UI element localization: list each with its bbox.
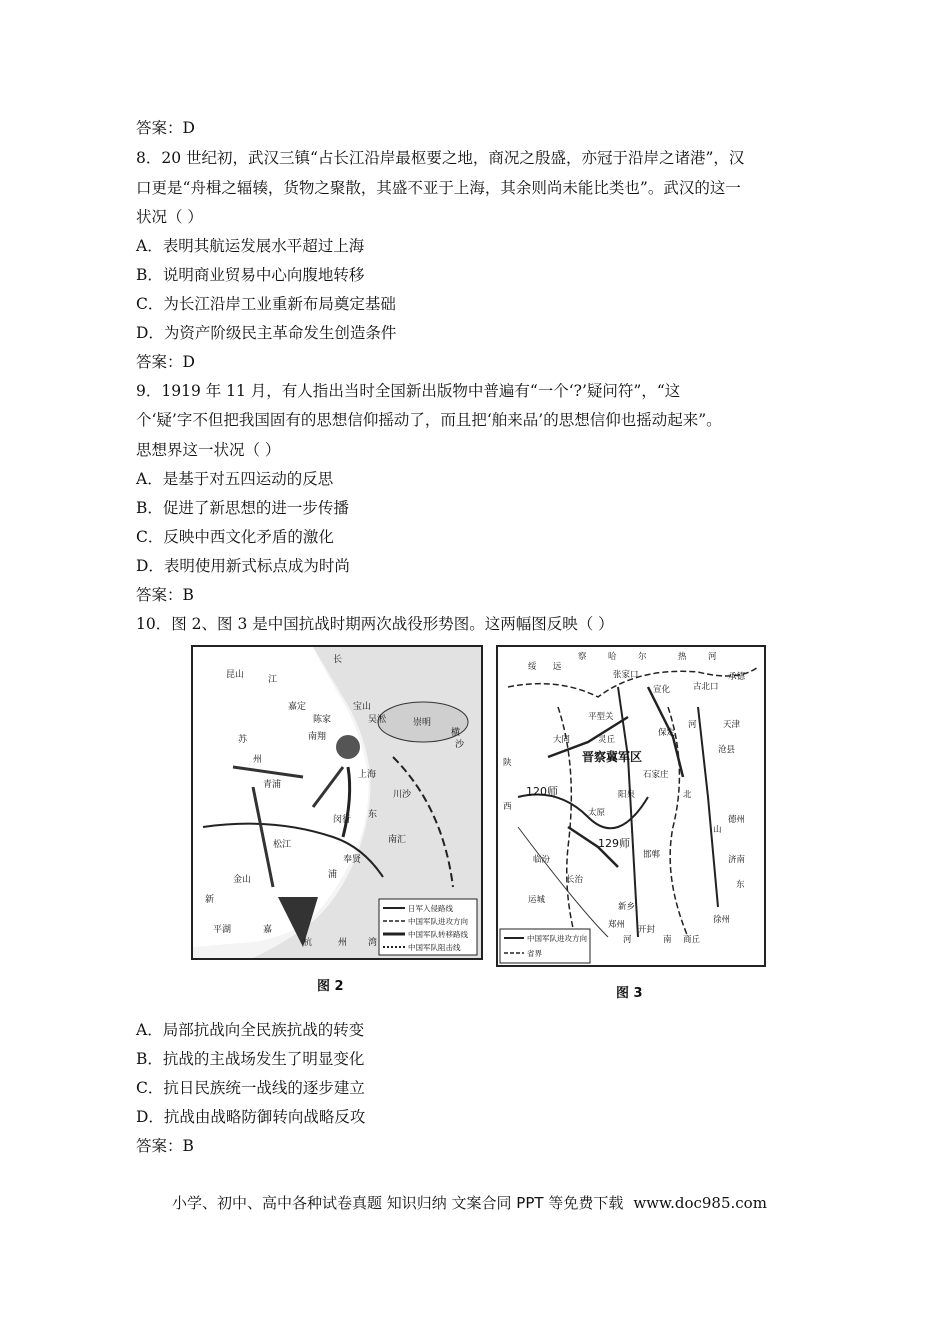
- q10-option-a: A．局部抗战向全民族抗战的转变: [136, 1021, 365, 1039]
- figure-3-caption: 图 3: [616, 986, 643, 1001]
- figure-2-place: 松江: [273, 840, 292, 850]
- q9-option-c: C．反映中西文化矛盾的激化: [136, 528, 334, 546]
- figure-3-division: 129师: [598, 837, 630, 850]
- figure-2-place: 杭: [303, 938, 313, 948]
- figure-3-labels: [503, 651, 746, 945]
- figure-3-place: 远: [553, 662, 562, 672]
- figure-2-place: 苏: [238, 735, 248, 745]
- figure-3-place: 张家口: [613, 670, 639, 680]
- figure-3-place: 绥: [528, 662, 537, 672]
- figure-2-place: 平湖: [213, 925, 232, 935]
- figure-2-place: 新: [205, 895, 215, 905]
- figure-3-map: [496, 645, 766, 967]
- figure-3-place: 河: [708, 652, 717, 662]
- figure-3-division: 120师: [526, 785, 558, 798]
- figure-2-place: 青浦: [263, 780, 282, 790]
- figure-2-place: 东: [368, 810, 378, 820]
- figure-2-place: 浦: [328, 870, 338, 880]
- figure-3-place: 天津: [723, 720, 741, 730]
- figure-3-legend-item: 中国军队进攻方向: [527, 934, 587, 943]
- q8-stem-line-1: 8．20 世纪初，武汉三镇“占长江沿岸最枢要之地，商况之殷盛，亦冠于沿岸之诸港”，汉: [136, 149, 745, 167]
- figure-3-place: 承德: [728, 672, 746, 682]
- q7-answer: 答案：D: [136, 119, 195, 137]
- figure-3-railway: [618, 687, 638, 937]
- q8-stem-line-3: 状况（ ）: [136, 208, 203, 226]
- page-footer: [172, 1192, 767, 1213]
- figure-2-svg: [193, 647, 481, 958]
- figure-2-legend-item: 中国军队进攻方向: [408, 917, 468, 926]
- figure-3-place: 河: [688, 720, 697, 730]
- figure-3-place: 邯郸: [643, 850, 661, 860]
- figure-2-place: 南汇: [388, 835, 407, 845]
- figure-3-place: 西: [503, 802, 512, 812]
- figure-2-place: 闵行: [333, 815, 352, 825]
- figure-3-place: 古北口: [693, 682, 719, 692]
- figure-3-place: 石家庄: [643, 770, 669, 780]
- q8-answer: 答案：D: [136, 353, 195, 371]
- q8-option-b: B．说明商业贸易中心向腹地转移: [136, 266, 365, 284]
- figure-2-place: 湾: [368, 938, 378, 948]
- figure-2-place: 金山: [233, 875, 252, 885]
- figure-2-place: 长: [333, 655, 343, 665]
- q9-option-a: A．是基于对五四运动的反思: [136, 470, 334, 488]
- figure-3-place: 长治: [566, 875, 584, 885]
- figure-3-place: 察: [578, 652, 587, 662]
- figure-3-railway: [698, 707, 718, 907]
- figure-2-caption: 图 2: [317, 979, 344, 994]
- figure-3-place: 北: [683, 790, 692, 800]
- q8-option-c: C．为长江沿岸工业重新布局奠定基础: [136, 295, 396, 313]
- q9-stem-line-1: 9．1919 年 11 月，有人指出当时全国新出版物中普遍有“一个‘?’疑问符”，“这: [136, 382, 681, 400]
- figure-3-legend: [500, 929, 590, 963]
- footer-url[interactable]: www.doc985.com: [633, 1194, 767, 1212]
- figure-3-place: 陕: [503, 758, 512, 768]
- q10-option-d: D．抗战由战略防御转向战略反攻: [136, 1108, 366, 1126]
- q10-stem: 10．图 2、图 3 是中国抗战时期两次战役形势图。这两幅图反映（ ）: [136, 615, 614, 633]
- q9-answer: 答案：B: [136, 586, 194, 604]
- figure-3-svg: [498, 647, 764, 965]
- figure-3-place: 河: [623, 935, 632, 945]
- figure-3-place: 山: [713, 825, 722, 835]
- figure-2-place: 陈家: [313, 715, 332, 725]
- figure-3-place: 商丘: [683, 935, 701, 945]
- figure-3-place: 阳泉: [618, 790, 636, 800]
- figure-3-place: 新乡: [618, 902, 636, 912]
- figure-3-place: 济南: [728, 855, 746, 865]
- figure-3-region: 晋察冀军区: [582, 750, 643, 764]
- figure-3-place: 南: [663, 935, 672, 945]
- figure-2-place: 宝山: [353, 702, 372, 712]
- figure-3-place: 哈: [608, 652, 617, 662]
- figure-3-place: 徐州: [713, 915, 731, 925]
- figure-2-place: 崇明: [413, 718, 432, 728]
- figure-3-place: 东: [736, 880, 745, 890]
- figure-2-shanghai-marker: [336, 735, 360, 759]
- figure-2-place: 上海: [358, 770, 377, 780]
- figure-3-place: 沧县: [718, 745, 736, 755]
- figure-2-place: 吴淞: [368, 715, 387, 725]
- figure-2-legend: [379, 899, 477, 955]
- figure-3-place: 平型关: [588, 712, 614, 722]
- figure-3-place: 大同: [553, 735, 571, 745]
- figure-2-place: 南翔: [308, 732, 327, 742]
- q10-option-c: C．抗日民族统一战线的逐步建立: [136, 1079, 365, 1097]
- figure-2-place: 奉贤: [343, 855, 362, 865]
- figure-2-place: 江: [268, 675, 278, 685]
- figure-3-place: 灵丘: [598, 735, 616, 745]
- figure-3-place: 运城: [528, 895, 546, 905]
- figure-2-place: 嘉定: [288, 702, 307, 712]
- figure-3-place: 热: [678, 652, 687, 662]
- figure-2-place: 州: [338, 938, 348, 948]
- figure-3-place: 保定: [658, 728, 676, 738]
- q8-option-a: A．表明其航运发展水平超过上海: [136, 237, 365, 255]
- figure-2-map: [191, 645, 483, 960]
- footer-text: 小学、初中、高中各种试卷真题 知识归纳 文案合同 PPT 等免费下载: [172, 1194, 624, 1212]
- figure-2-legend-item: 中国军队转移路线: [408, 930, 468, 939]
- q8-stem-line-2: 口更是“舟楫之辐辏，货物之聚散，其盛不亚于上海，其余则尚未能比类也”。武汉的这一: [136, 179, 741, 197]
- figure-3-place: 宣化: [653, 685, 671, 695]
- figure-3-place: 临汾: [533, 855, 551, 865]
- figure-3-province-border: [668, 707, 688, 937]
- figure-2-place: 横: [451, 728, 461, 738]
- q9-stem-line-2: 个‘疑’字不但把我国固有的思想信仰摇动了，而且把‘舶来品’的思想信仰也摇动起来”。: [136, 411, 722, 429]
- figure-2-place: 沙: [455, 740, 465, 750]
- figure-2-place: 嘉: [263, 925, 273, 935]
- figure-3-place: 郑州: [608, 920, 626, 930]
- figure-2-place: 昆山: [226, 670, 245, 680]
- q10-option-b: B．抗战的主战场发生了明显变化: [136, 1050, 365, 1068]
- figure-2-legend-item: 中国军队阻击线: [408, 943, 461, 952]
- figure-2-legend-item: 日军入侵路线: [408, 904, 453, 913]
- figure-2-place: 川沙: [393, 790, 412, 800]
- figure-3-place: 尔: [638, 652, 647, 662]
- q9-option-d: D．表明使用新式标点成为时尚: [136, 557, 350, 575]
- q10-answer: 答案：B: [136, 1137, 194, 1155]
- figure-2-place: 州: [253, 755, 263, 765]
- q9-stem-line-3: 思想界这一状况（ ）: [136, 441, 281, 459]
- figure-3-place: 德州: [728, 815, 746, 825]
- figure-3-place: 开封: [638, 925, 656, 935]
- figure-3-legend-item: 省界: [527, 949, 542, 958]
- q9-option-b: B．促进了新思想的进一步传播: [136, 499, 349, 517]
- q8-option-d: D．为资产阶级民主革命发生创造条件: [136, 324, 397, 342]
- figure-3-place: 太原: [588, 808, 606, 818]
